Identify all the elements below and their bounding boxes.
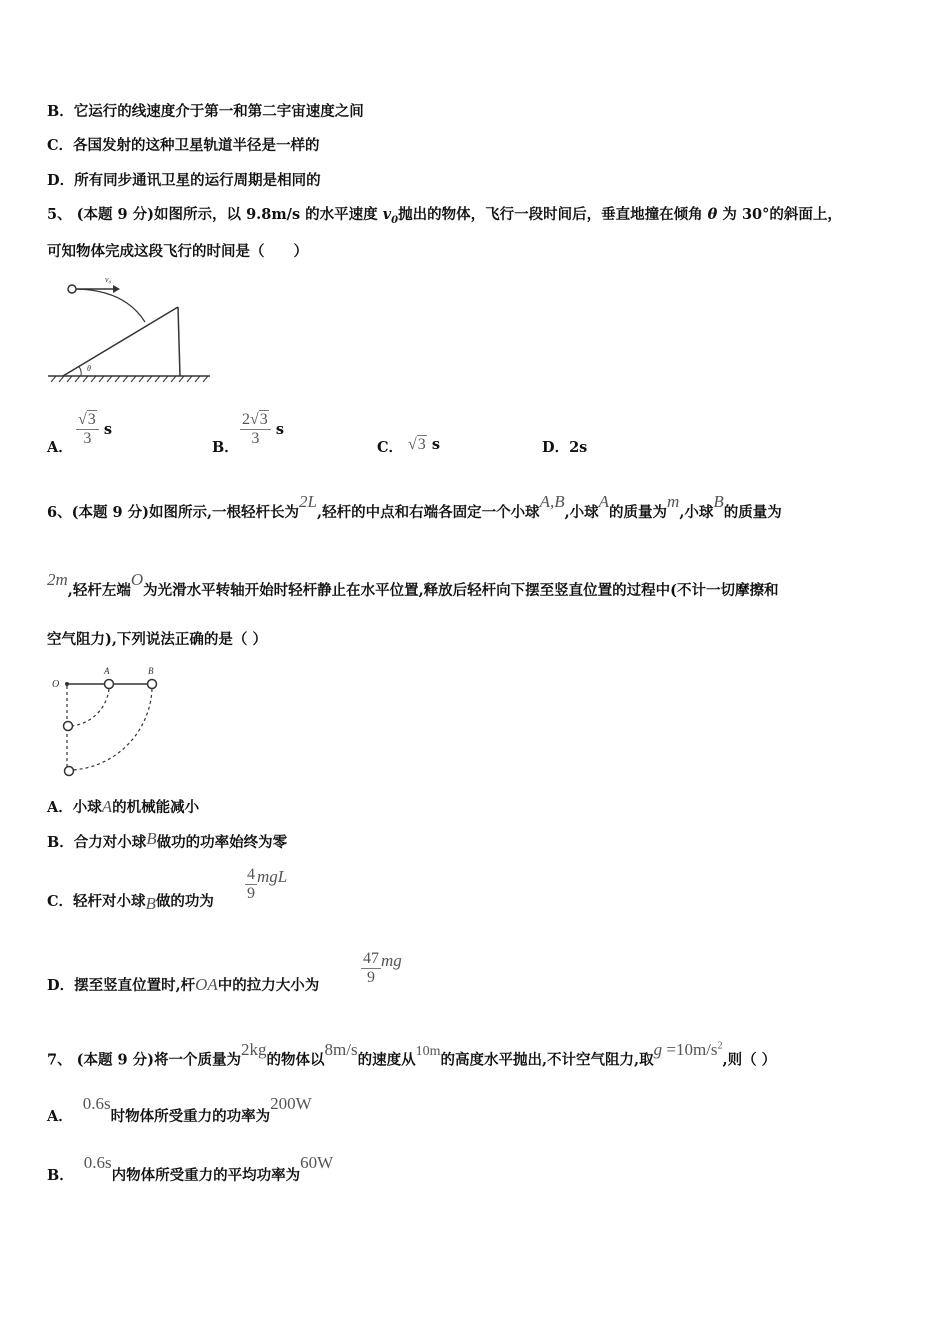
q6-math-m: m [667, 492, 680, 511]
q5-stem-line1 [47, 205, 842, 231]
q5-option-a-label: A． [47, 439, 73, 456]
q5-option-d: D．2s [542, 439, 588, 456]
q5-v0: $v_0$ [382, 206, 399, 226]
q6-arc-a [71, 689, 109, 726]
q5-option-b-label: B． [212, 439, 239, 456]
q5-fig-theta-label: θ [87, 364, 91, 373]
q4-option-c: C．各国发射的这种卫星轨道半径是一样的 [47, 137, 320, 154]
q6-math-B: B [713, 492, 724, 511]
q5-incline-surface [63, 307, 178, 376]
q4-option-b: B．它运行的线速度介于第一和第二宇宙速度之间 [47, 103, 364, 120]
q5-ball [68, 285, 76, 293]
q5-text: 为 30°的斜面上， [717, 206, 842, 223]
q6-fig-B-label: B [148, 666, 154, 676]
q5-incline-side [178, 307, 180, 376]
q5-text: 抛出的物体，飞行一段时间后，垂直地撞在倾角 [398, 206, 708, 223]
q5-stem-line2: 可知物体完成这段飞行的时间是（ ） [47, 243, 308, 260]
q6-math-AB: A,B [539, 492, 565, 511]
q6-rod-figure [45, 660, 175, 785]
q5-option-c-value: √3 s [408, 436, 441, 453]
q7-mass: 2kg [241, 1039, 267, 1059]
q7-g: g [653, 1039, 663, 1059]
q5-option-b-value: $\frac{2√3}{3}$ s [242, 411, 285, 447]
q6-option-d-formula: $\frac{47}{9}$ mg [363, 950, 402, 986]
q5-theta: θ [707, 206, 718, 223]
q4-option-d: D．所有同步通讯卫星的运行周期是相同的 [47, 172, 321, 189]
q6-math-O: O [130, 570, 144, 589]
q5-incline-figure [45, 272, 215, 384]
q7-speed: 8m/s [324, 1039, 358, 1059]
q6-fig-A-label: A [104, 666, 110, 676]
q6-ball-a-final [64, 722, 73, 731]
q6-math-2m: 2m [47, 570, 68, 589]
q7-height: 10m [415, 1043, 441, 1059]
q6-ball-b-final [65, 767, 74, 776]
q6-stem-line1: 6、(本题 9 分)如图所示,一根轻杆长为2L,轻杆的中点和右端各固定一个小球A,B,小球A的质量为m,小球B的质量为 [47, 492, 782, 521]
q5-ground-hatch [51, 376, 208, 382]
q5-option-c-label: C． [377, 439, 404, 456]
q7-option-a: A．0.6s时物体所受重力的功率为200W [47, 1094, 312, 1125]
q7-stem: 7、 (本题 9 分)将一个质量为2kg的物体以8m/s的速度从10m的高度水平抛出,不计空气阻力,取$g =10m/s^2$,则（ ） [47, 1039, 777, 1069]
q6-ball-a [105, 680, 114, 689]
q6-arc-b [72, 689, 152, 770]
q5-option-a-value: $\frac{√3}{3}$ s [78, 411, 113, 447]
q5-arrow-head [113, 285, 120, 293]
q6-math-2L: 2L [299, 492, 318, 511]
q6-option-a: A．小球A的机械能减小 [47, 797, 200, 816]
q6-option-b: B．合力对小球B做功的功率始终为零 [47, 829, 288, 851]
q7-g-value: $=10m/s^2$ [662, 1039, 723, 1059]
q6-option-c-formula: $\frac{4}{9}$ mgL [247, 866, 288, 902]
q7-option-b: B．0.6s内物体所受重力的平均功率为60W [47, 1153, 334, 1184]
q5-trajectory [76, 289, 145, 322]
q6-math-A: A [598, 492, 610, 511]
q6-stem-line2: 2m,轻杆左端O为光滑水平转轴开始时轻杆静止在水平位置,释放后轻杆向下摆至竖直位置的过程中(不计一切摩擦和 [47, 570, 779, 599]
q6-option-d: D．摆至竖直位置时,杆OA中的拉力大小为 [47, 975, 320, 994]
q5-fig-v0-label: v₀ [105, 275, 112, 284]
q5-text: 5、 (本题 9 分)如图所示，以 9.8m/s 的水平速度 [47, 206, 383, 223]
q6-ball-b [148, 680, 157, 689]
q6-fig-O-label: O [52, 679, 60, 690]
q6-stem-line3: 空气阻力),下列说法正确的是（ ） [47, 631, 267, 648]
q6-option-c: C．轻杆对小球B做的功为 [47, 893, 214, 913]
